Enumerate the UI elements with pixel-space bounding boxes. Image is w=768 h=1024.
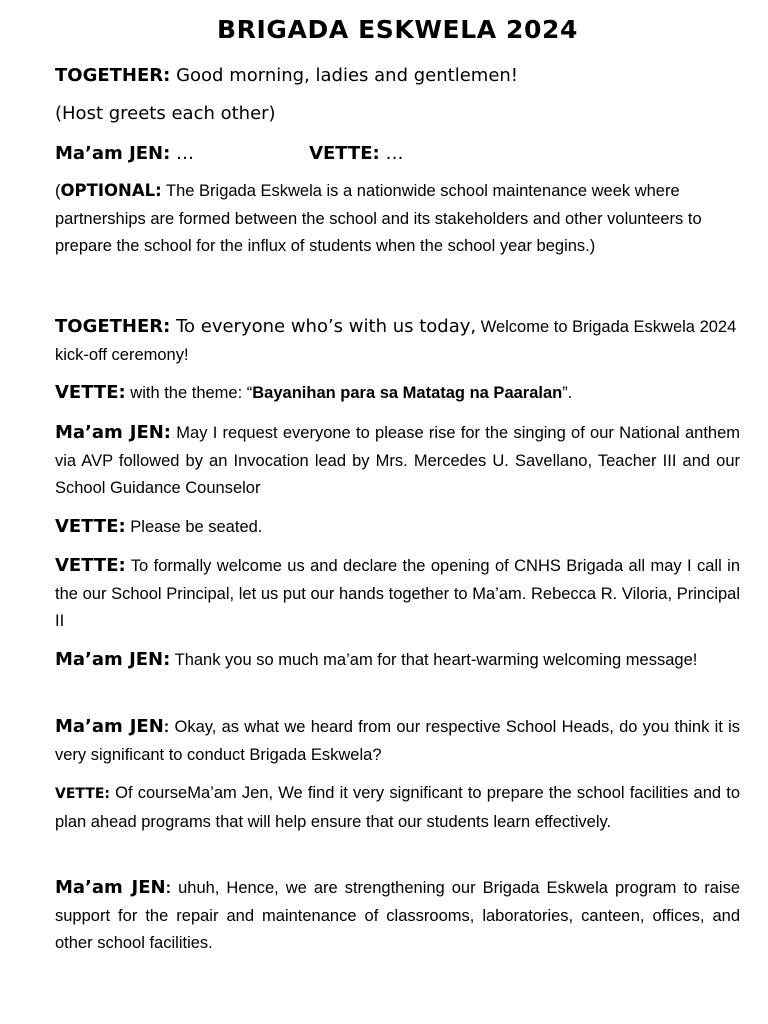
speaker-label: Ma’am JEN bbox=[55, 716, 164, 737]
line-text: Thank you so much ma’am for that heart-warming welcoming message! bbox=[170, 651, 698, 669]
line-text: ”. bbox=[562, 384, 573, 402]
line-text: Okay, as what we heard from our respective School Heads, do you think it is very significant to conduct Brigada Eskwela? bbox=[55, 718, 740, 764]
speaker-label: VETTE: bbox=[55, 382, 126, 403]
line-optional-note bbox=[55, 177, 740, 261]
line-text: Of courseMa’am Jen, We find it very significant to prepare the school facilities and to plan ahead programs that will help ensure that our students learn effectively. bbox=[55, 784, 740, 831]
line-together-greeting bbox=[55, 62, 740, 91]
speaker-label: TOGETHER: bbox=[55, 316, 171, 337]
line-vette-answer bbox=[55, 780, 740, 836]
line-text: Welcome to Brigada Eskwela 2024 kick-off ceremony! bbox=[55, 318, 737, 364]
speaker-colon: : bbox=[163, 718, 170, 736]
line-jen-question bbox=[55, 713, 740, 769]
speaker-label: VETTE: bbox=[55, 786, 110, 802]
line-text: Good morning, ladies and gentlemen! bbox=[170, 65, 519, 86]
speaker-label: VETTE: bbox=[309, 143, 380, 164]
optional-label: OPTIONAL: bbox=[60, 181, 162, 200]
line-hosts-intro bbox=[55, 140, 740, 169]
line-together-welcome bbox=[55, 313, 740, 369]
line-vette-theme bbox=[55, 379, 740, 408]
speaker-label: Ma’am JEN bbox=[55, 877, 166, 898]
line-text: May I request everyone to please rise for the singing of our National anthem via AVP followed by an Invocation lead by Mrs. Mercedes U. Savellano, Teacher III and our School Guidance Counselor bbox=[55, 424, 741, 497]
speaker-label: VETTE: bbox=[55, 555, 126, 576]
line-vette-principal bbox=[55, 552, 740, 636]
line-jen-anthem bbox=[55, 419, 740, 503]
line-text: To everyone who’s with us today, bbox=[170, 316, 477, 337]
theme-text: Bayanihan para sa Matatag na Paaralan bbox=[252, 384, 563, 402]
line-text: … bbox=[170, 143, 195, 164]
line-text: The Brigada Eskwela is a nationwide school maintenance week where partnerships are formed between the school and its stakeholders and other volunteers to prepare the school for the influx of students when the school year begins.) bbox=[55, 182, 702, 255]
open-paren: ( bbox=[55, 182, 61, 200]
speaker-colon: : bbox=[165, 879, 172, 897]
speaker-label: Ma’am JEN: bbox=[55, 143, 171, 164]
line-text: with the theme: “ bbox=[125, 384, 253, 402]
line-text: Please be seated. bbox=[125, 518, 263, 536]
line-host-greets: (Host greets each other) bbox=[55, 103, 276, 124]
line-jen-program bbox=[55, 874, 740, 958]
line-text: uhuh, Hence, we are strengthening our Brigada Eskwela program to raise support for the repair and maintenance of classrooms, laboratories, canteen, offices, and other school facilities. bbox=[55, 879, 740, 952]
line-text: To formally welcome us and declare the opening of CNHS Brigada all may I call in the our School Principal, let us put our hands together to Ma’am. Rebecca R. Viloria, Principal II bbox=[55, 557, 740, 630]
speaker-label: Ma’am JEN: bbox=[55, 649, 171, 670]
speaker-label: VETTE: bbox=[55, 516, 126, 537]
speaker-label: Ma’am JEN: bbox=[55, 422, 172, 443]
speaker-label: TOGETHER: bbox=[55, 65, 171, 86]
document-title: BRIGADA ESKWELA 2024 bbox=[217, 15, 578, 44]
line-vette-seated bbox=[55, 513, 740, 542]
line-jen-thanks bbox=[55, 646, 740, 675]
line-text: … bbox=[379, 143, 404, 164]
